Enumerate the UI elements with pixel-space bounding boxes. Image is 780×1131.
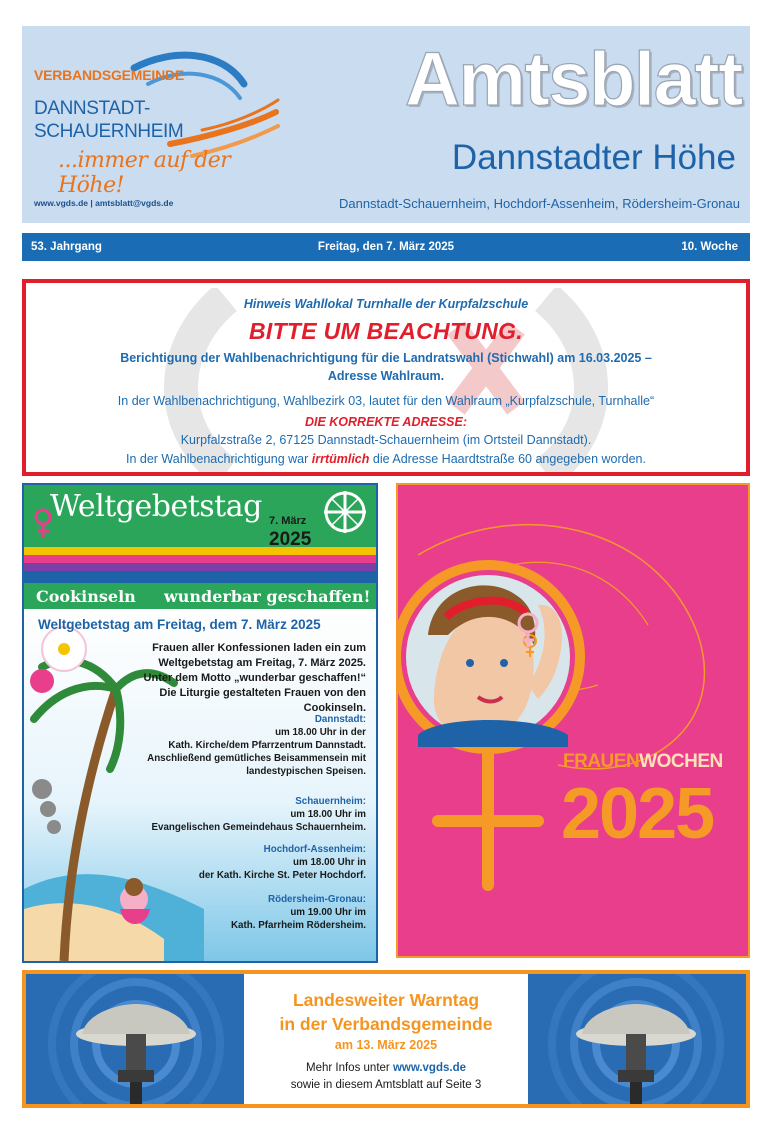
wgt-heading: Weltgebetstag am Freitag, dem 7. März 2025 — [38, 617, 321, 632]
warntag-banner — [22, 970, 750, 1108]
logo-name-line1: DANNSTADT- — [34, 98, 150, 119]
warntag-title-line2: in der Verbandsgemeinde — [279, 1014, 493, 1034]
notice-wrong-prefix: In der Wahlbenachrichtigung war — [125, 452, 309, 466]
siren-right-icon — [528, 974, 746, 1104]
notice-correction — [26, 349, 746, 385]
warntag-title-line1: Landesweiter Warntag — [292, 990, 480, 1010]
wgt-location-line: um 19.00 Uhr im — [290, 907, 366, 918]
wgt-location-name: Rödersheim-Gronau: — [268, 894, 366, 905]
siren-left-icon — [26, 974, 244, 1104]
notice-wrong-address — [26, 452, 746, 466]
notice-address: Kurpfalzstraße 2, 67125 Dannstadt-Schauernheim (im Ortsteil Dannstadt). — [180, 433, 592, 447]
wgt-slogan-left: Cookinseln — [36, 587, 136, 606]
wgt-slogan-bar — [24, 583, 376, 609]
wgt-location-line: Evangelischen Gemeindehaus Schauernheim. — [151, 822, 366, 833]
notice-correction-line1: Berichtigung der Wahlbenachrichtigung für die Landratswahl (Stichwahl) am 16.03.2025 – — [120, 351, 652, 365]
frauenwochen-label — [563, 751, 723, 773]
wgt-intro-2: Weltgebetstag am Freitag, 7. März 2025. — [158, 657, 366, 669]
wgt-location-name: Dannstadt: — [314, 714, 366, 725]
page-title: Amtsblatt — [405, 37, 742, 122]
warntag-info-line2: sowie in diesem Amtsblatt auf Seite 3 — [290, 1079, 482, 1091]
logo-org: VERBANDSGEMEINDE — [34, 67, 185, 83]
frauenwochen-poster — [396, 483, 750, 958]
wgt-title: Weltgebetstag — [50, 489, 262, 524]
wgt-location-line: Kath. Kirche/dem Pfarrzentrum Dannstadt. — [168, 740, 366, 751]
issue-bar — [22, 233, 750, 261]
wgt-location-dannstadt — [106, 713, 366, 778]
warntag-date: am 13. März 2025 — [334, 1038, 438, 1052]
wgt-emblem-icon — [322, 489, 368, 535]
masthead — [22, 26, 750, 223]
issue-date: Freitag, den 7. März 2025 — [317, 241, 455, 253]
wgt-intro-3: Unter dem Motto „wunderbar geschaffen!“ — [143, 672, 366, 684]
wgt-location-line: um 18.00 Uhr in der — [275, 727, 366, 738]
logo-contact[interactable]: www.vgds.de | amtsblatt@vgds.de — [34, 198, 174, 208]
wgt-body — [24, 609, 376, 961]
wgt-intro-1: Frauen aller Konfessionen laden ein zum — [152, 642, 366, 654]
notice-info: In der Wahlbenachrichtigung, Wahlbezirk 03, lautet für den Wahlraum „Kurpfalzschule, Turnhalle“ — [117, 394, 655, 408]
wgt-location-name: Schauernheim: — [295, 796, 366, 807]
notice-alert: BITTE UM BEACHTUNG. — [248, 318, 524, 344]
wgt-intro — [116, 641, 366, 716]
page-subtitle: Dannstadter Höhe — [451, 138, 736, 177]
frauenwochen-illustration — [398, 485, 748, 956]
wgt-location-line: um 18.00 Uhr in — [293, 857, 366, 868]
wgt-year: 2025 — [269, 529, 312, 550]
wgt-location-line: um 18.00 Uhr im — [290, 809, 366, 820]
issue-woche: 10. Woche — [681, 241, 738, 253]
notice-address-heading: DIE KORREKTE ADRESSE: — [304, 415, 468, 429]
wgt-location-line: Kath. Pfarrheim Rödersheim. — [230, 920, 366, 931]
notice-hint: Hinweis Wahllokal Turnhalle der Kurpfalzschule — [243, 297, 529, 311]
warntag-text-panel — [244, 974, 528, 1104]
municipalities-line: Dannstadt-Schauernheim, Hochdorf-Assenheim, Rödersheim-Gronau — [338, 196, 740, 211]
wgt-slogan-right: wunderbar geschaffen! — [164, 587, 371, 606]
notice-correction-line2: Adresse Wahlraum. — [327, 369, 445, 383]
wgt-location-hochdorf — [106, 843, 366, 882]
logo-name-line2: SCHAUERNHEIM — [34, 121, 184, 142]
frauenwochen-year: 2025 — [561, 774, 714, 854]
frauenwochen-label-part2: WOCHEN — [639, 751, 723, 772]
frauenwochen-label-part1: FRAUEN — [563, 751, 640, 772]
warntag-info-prefix: Mehr Infos unter — [306, 1062, 390, 1074]
election-notice — [22, 279, 750, 476]
wgt-location-line: landestypischen Speisen. — [246, 766, 366, 777]
vg-logo — [22, 26, 292, 223]
wgt-banner — [24, 485, 376, 583]
issue-jahrgang: 53. Jahrgang — [31, 241, 102, 253]
notice-wrong-emph: irrtümlich — [311, 452, 370, 466]
wgt-location-name: Hochdorf-Assenheim: — [263, 844, 366, 855]
logo-slogan: ...immer auf der Höhe! — [58, 148, 231, 198]
wgt-location-schauernheim — [106, 795, 366, 834]
wgt-location-line: Anschließend gemütliches Beisammensein mit — [147, 753, 366, 764]
wgt-location-line: der Kath. Kirche St. Peter Hochdorf. — [198, 870, 366, 881]
wgt-intro-4: Die Liturgie gestalteten Frauen von den Cookinseln. — [159, 687, 366, 714]
notice-wrong-suffix: die Adresse Haardtstraße 60 angegeben worden. — [372, 452, 646, 466]
wgt-location-roedersheim — [106, 893, 366, 932]
weltgebetstag-ad — [22, 483, 378, 963]
warntag-info-line1 — [244, 1062, 528, 1074]
wgt-date: 7. März — [269, 515, 307, 527]
warntag-link[interactable]: www.vgds.de — [392, 1062, 466, 1074]
